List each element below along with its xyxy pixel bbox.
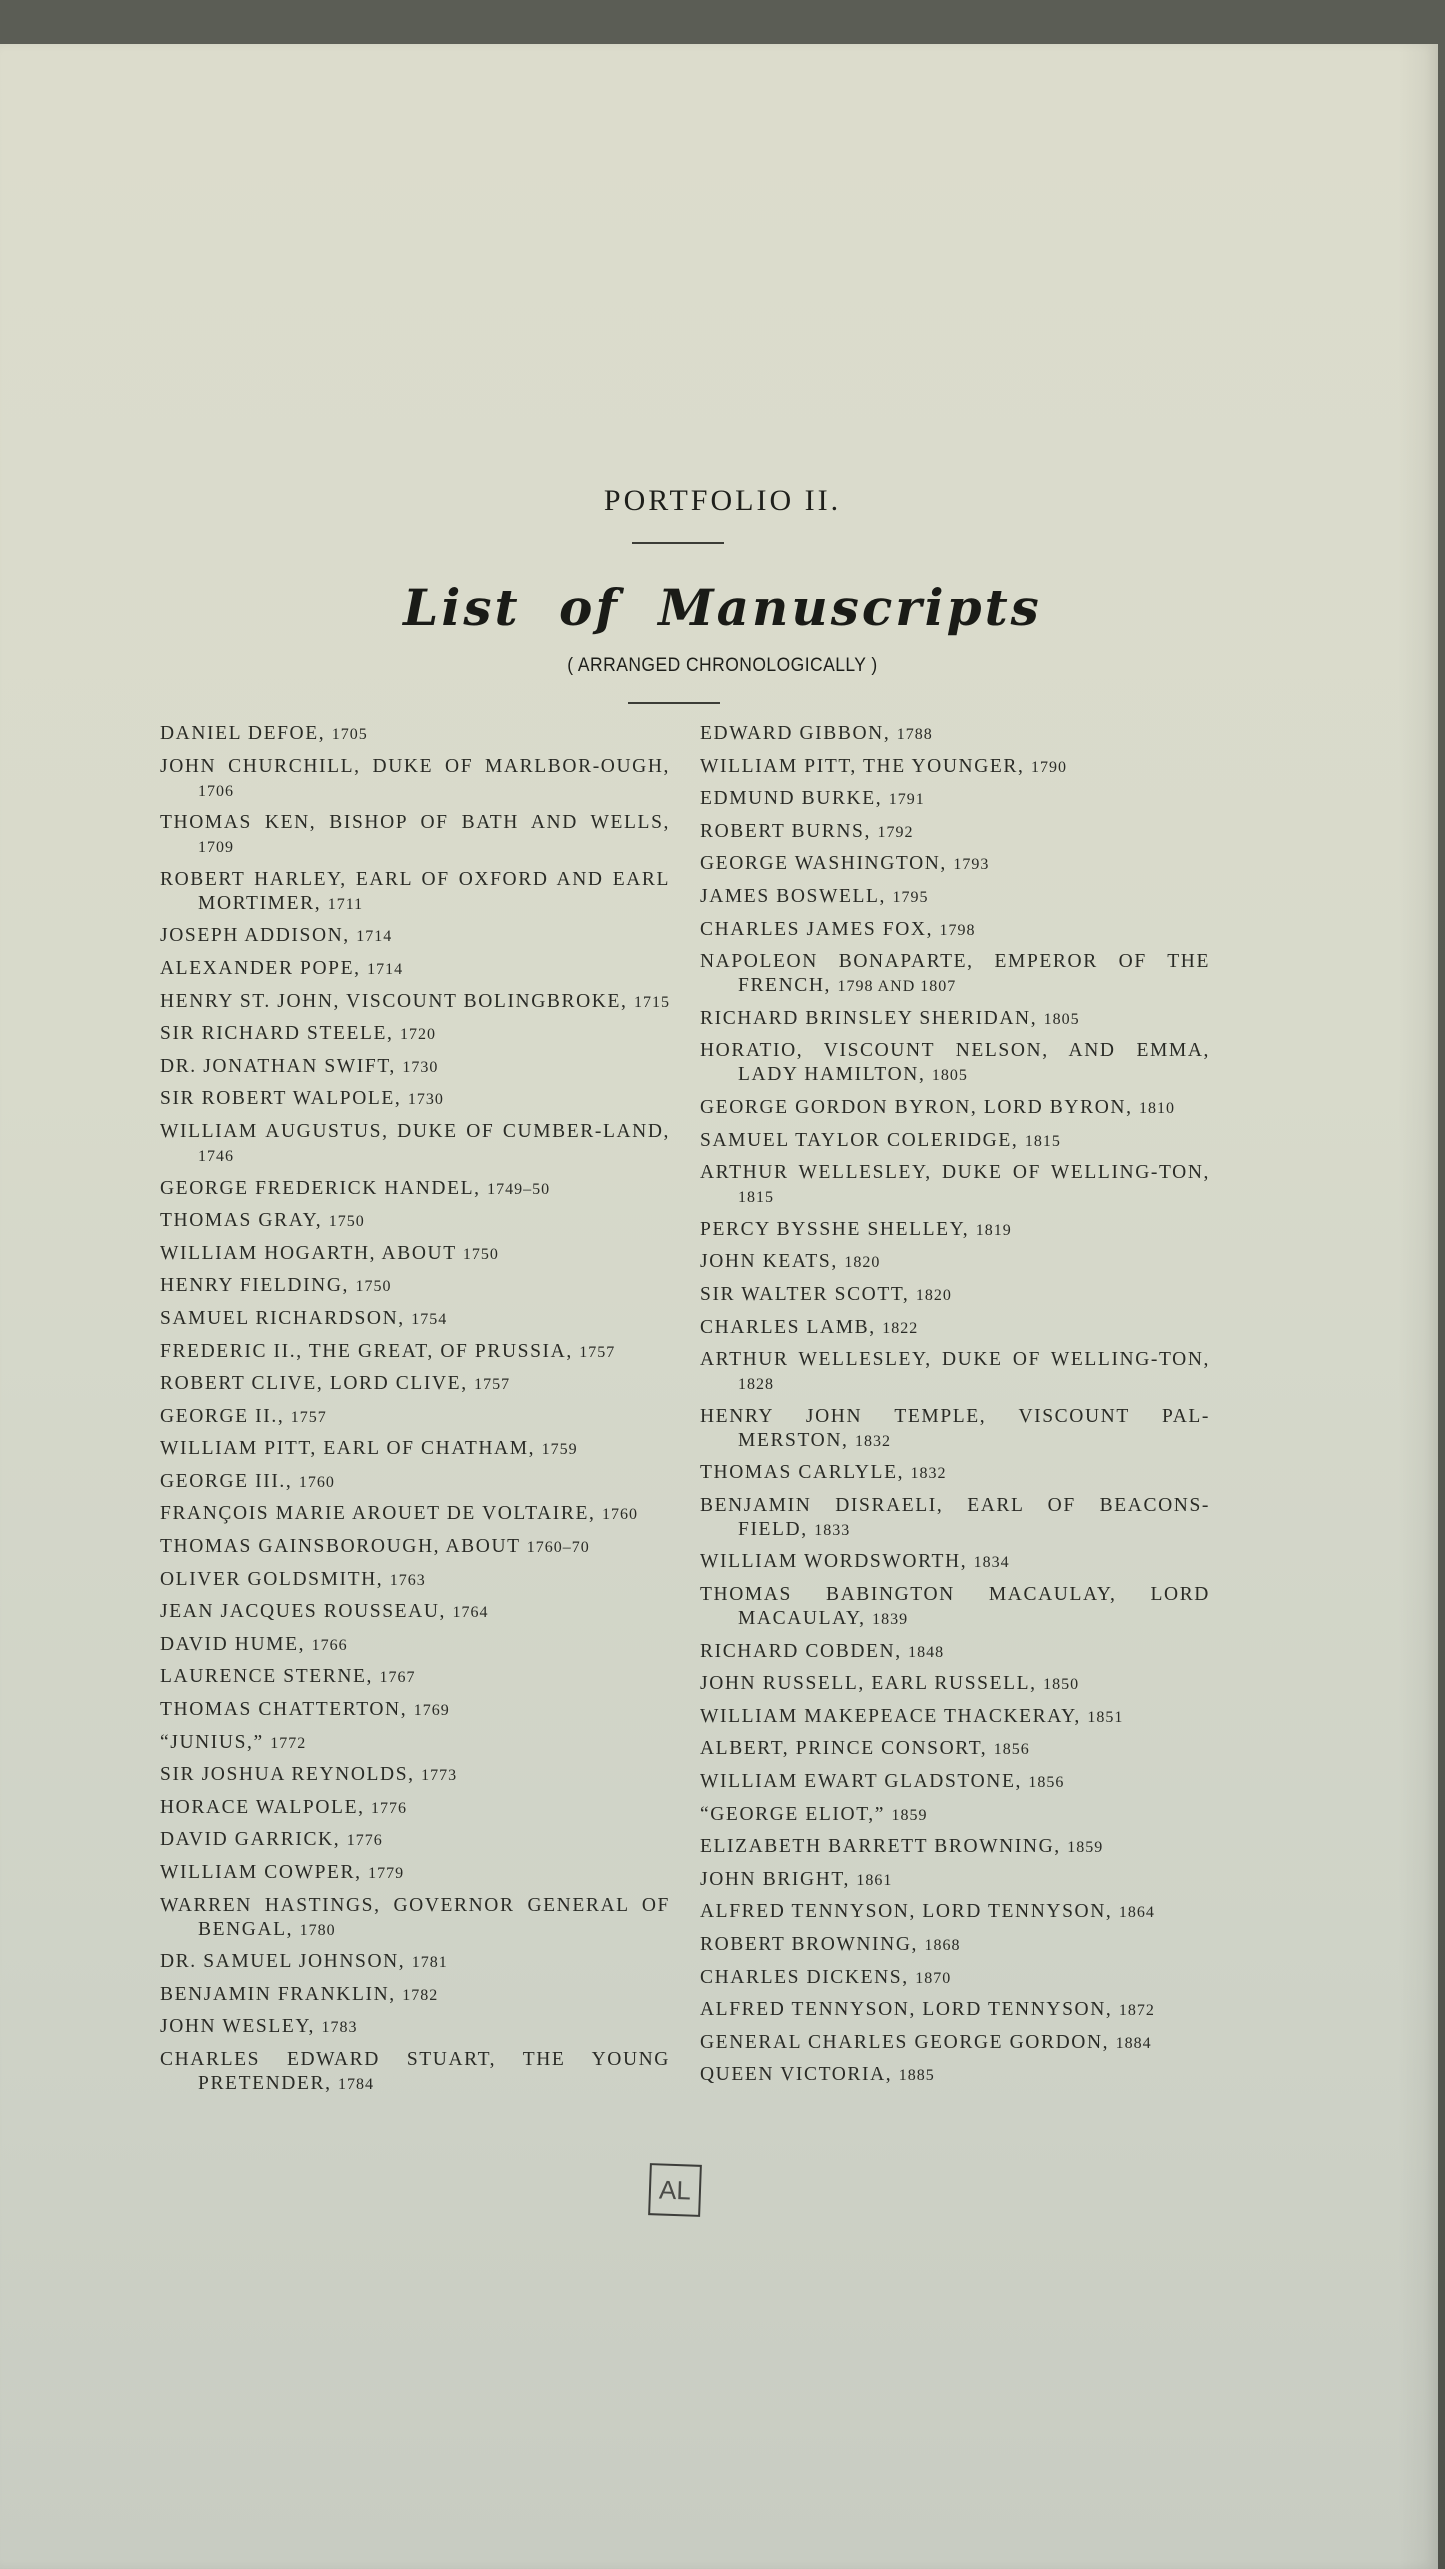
manuscript-year: 1750 [462, 1245, 499, 1263]
manuscript-year: 1792 [877, 823, 914, 841]
manuscript-author: WILLIAM PITT, EARL OF CHATHAM, [160, 1438, 536, 1460]
list-item [160, 1796, 670, 1821]
manuscript-year: 1757 [474, 1376, 511, 1394]
manuscript-author: ROBERT BURNS, [700, 820, 871, 842]
manuscript-year: 1730 [407, 1091, 444, 1109]
manuscript-author: SIR RICHARD STEELE, [160, 1023, 394, 1045]
manuscript-author: LAURENCE STERNE, [160, 1666, 374, 1688]
manuscript-author: CHARLES EDWARD STUART, THE YOUNG PRETENDER, [160, 2048, 670, 2094]
list-item [700, 885, 1210, 910]
manuscript-author: DANIEL DEFOE, [160, 723, 326, 744]
manuscript-year: 1788 [896, 726, 933, 743]
manuscript-author: SAMUEL RICHARDSON, [160, 1307, 405, 1329]
manuscript-year: 1772 [270, 1734, 307, 1752]
manuscript-list-right [700, 722, 1210, 2096]
list-item [700, 1405, 1210, 1454]
manuscript-author: SIR WALTER SCOTT, [700, 1283, 910, 1305]
manuscript-author: ROBERT HARLEY, EARL OF OXFORD AND EARL MORTIMER, [160, 868, 670, 914]
manuscript-year: 1819 [975, 1221, 1012, 1239]
manuscript-author: JOHN KEATS, [700, 1251, 838, 1273]
manuscript-year: 1870 [915, 1969, 952, 1987]
list-item [160, 1437, 670, 1462]
manuscript-year: 1791 [888, 791, 925, 809]
manuscript-year: 1850 [1043, 1676, 1080, 1694]
list-item [700, 1770, 1210, 1795]
manuscript-year: 1864 [1118, 1904, 1155, 1922]
list-item [160, 990, 670, 1015]
manuscript-year: 1759 [541, 1441, 578, 1459]
manuscript-year: 1760–70 [526, 1539, 590, 1557]
manuscript-year: 1793 [953, 856, 990, 874]
manuscript-author: ARTHUR WELLESLEY, DUKE OF WELLING-TON, [700, 1162, 1210, 1184]
manuscript-author: CHARLES JAMES FOX, [700, 918, 934, 940]
manuscript-author: JOHN RUSSELL, EARL RUSSELL, [700, 1673, 1037, 1695]
manuscript-year: 1805 [1043, 1010, 1080, 1028]
manuscript-author: ELIZABETH BARRETT BROWNING, [700, 1836, 1061, 1858]
list-item [700, 1900, 1210, 1925]
manuscript-author: RICHARD COBDEN, [700, 1640, 902, 1662]
list-item [160, 1022, 670, 1047]
manuscript-author: BENJAMIN DISRAELI, EARL OF BEACONS-FIELD, [700, 1494, 1210, 1540]
manuscript-year: 1859 [891, 1806, 928, 1824]
manuscript-author: RICHARD BRINSLEY SHERIDAN, [700, 1007, 1038, 1029]
list-item [160, 924, 670, 949]
manuscript-author: ALEXANDER POPE, [160, 957, 361, 979]
list-item [700, 820, 1210, 845]
manuscript-year: 1760 [298, 1473, 335, 1491]
list-item [700, 1461, 1210, 1486]
manuscript-author: ROBERT CLIVE, LORD CLIVE, [160, 1373, 468, 1395]
manuscript-year: 1861 [856, 1871, 893, 1889]
manuscript-year: 1766 [311, 1636, 348, 1654]
list-item [700, 1250, 1210, 1275]
divider-rule [632, 542, 724, 544]
list-item [160, 1894, 670, 1943]
list-item [700, 2063, 1210, 2088]
manuscript-year: 1754 [411, 1310, 448, 1328]
manuscript-author: JOHN WESLEY, [160, 2016, 315, 2038]
manuscript-author: WARREN HASTINGS, GOVERNOR GENERAL OF BENGAL, [160, 1894, 670, 1940]
list-item [700, 1737, 1210, 1762]
manuscript-year: 1810 [1139, 1099, 1176, 1117]
list-item [160, 755, 670, 804]
list-item [700, 2031, 1210, 2056]
manuscript-year: 1711 [327, 895, 364, 913]
manuscript-author: GEORGE GORDON BYRON, LORD BYRON, [700, 1096, 1133, 1118]
list-item [700, 1868, 1210, 1893]
list-item [700, 787, 1210, 812]
page-title: List of Manuscripts [403, 578, 1042, 637]
manuscript-author: PERCY BYSSHE SHELLEY, [700, 1218, 970, 1240]
list-item [160, 1242, 670, 1267]
list-item [160, 1828, 670, 1853]
manuscript-author: WILLIAM COWPER, [160, 1862, 362, 1883]
manuscript-year: 1769 [413, 1702, 450, 1720]
manuscript-author: WILLIAM MAKEPEACE THACKERAY, [700, 1705, 1081, 1727]
manuscript-author: GEORGE III., [160, 1470, 293, 1492]
manuscript-year: 1872 [1118, 2002, 1155, 2020]
manuscript-year: 1856 [993, 1741, 1030, 1759]
manuscript-author: DAVID GARRICK, [160, 1829, 341, 1851]
manuscript-year: 1757 [290, 1408, 327, 1426]
list-item [160, 1665, 670, 1690]
list-item [700, 1672, 1210, 1697]
manuscript-year: 1834 [973, 1554, 1010, 1572]
list-item [700, 1966, 1210, 1991]
manuscript-year: 1820 [844, 1254, 881, 1272]
manuscript-author: HENRY JOHN TEMPLE, VISCOUNT PAL-MERSTON, [700, 1405, 1210, 1451]
manuscript-year: 1709 [198, 839, 234, 857]
manuscript-author: ROBERT BROWNING, [700, 1934, 918, 1955]
manuscript-author: DR. JONATHAN SWIFT, [160, 1055, 396, 1077]
manuscript-year: 1839 [872, 1611, 909, 1629]
manuscript-year: 1868 [924, 1937, 961, 1954]
list-item [160, 1470, 670, 1495]
list-item [160, 1983, 670, 2008]
list-item [160, 1861, 670, 1886]
manuscript-author: OLIVER GOLDSMITH, [160, 1568, 384, 1590]
list-item [160, 2048, 670, 2097]
list-item [700, 1835, 1210, 1860]
manuscript-author: THOMAS KEN, BISHOP OF BATH AND WELLS, [160, 812, 670, 834]
manuscript-author: EDWARD GIBBON, [700, 723, 891, 744]
manuscript-author: THOMAS GAINSBOROUGH, ABOUT [160, 1536, 521, 1558]
manuscript-year: 1714 [367, 960, 404, 978]
list-item [160, 1502, 670, 1527]
list-item [160, 1633, 670, 1658]
manuscript-year: 1851 [1087, 1708, 1124, 1726]
manuscript-year: 1822 [882, 1319, 919, 1337]
manuscript-year: 1805 [931, 1067, 968, 1085]
manuscript-year: 1832 [910, 1465, 947, 1483]
manuscript-author: WILLIAM AUGUSTUS, DUKE OF CUMBER-LAND, [160, 1120, 670, 1142]
list-item [160, 1698, 670, 1723]
manuscript-author: ALFRED TENNYSON, LORD TENNYSON, [700, 1999, 1113, 2021]
list-item [700, 1039, 1210, 1088]
manuscript-year: 1773 [421, 1767, 458, 1785]
manuscript-author: GEORGE WASHINGTON, [700, 853, 947, 875]
manuscript-author: HENRY ST. JOHN, VISCOUNT BOLINGBROKE, [160, 990, 628, 1012]
list-item [700, 1998, 1210, 2023]
manuscript-year: 1828 [738, 1376, 774, 1394]
list-item [160, 1950, 670, 1975]
list-item [160, 1209, 670, 1234]
manuscript-author: JOSEPH ADDISON, [160, 925, 350, 947]
manuscript-year: 1780 [299, 1921, 336, 1939]
list-item [700, 1316, 1210, 1341]
manuscript-year: 1833 [814, 1521, 851, 1539]
manuscript-author: WILLIAM EWART GLADSTONE, [700, 1771, 1022, 1793]
manuscript-author: WILLIAM PITT, THE YOUNGER, [700, 755, 1025, 777]
manuscript-author: WILLIAM WORDSWORTH, [700, 1551, 968, 1573]
manuscript-list-left [160, 722, 670, 2105]
manuscript-year: 1776 [371, 1799, 408, 1817]
manuscript-author: JOHN BRIGHT, [700, 1868, 850, 1890]
manuscript-author: WILLIAM HOGARTH, ABOUT [160, 1242, 457, 1264]
manuscript-year: 1884 [1115, 2034, 1152, 2052]
list-item [700, 1494, 1210, 1543]
manuscript-author: CHARLES LAMB, [700, 1316, 876, 1338]
manuscript-year: 1783 [321, 2019, 358, 2037]
manuscript-author: SIR ROBERT WALPOLE, [160, 1088, 402, 1110]
manuscript-author: THOMAS CHATTERTON, [160, 1699, 408, 1721]
list-item [700, 1283, 1210, 1308]
list-item [700, 1129, 1210, 1154]
manuscript-author: SIR JOSHUA REYNOLDS, [160, 1764, 415, 1786]
manuscript-author: HORACE WALPOLE, [160, 1796, 365, 1818]
manuscript-year: 1715 [633, 993, 670, 1011]
list-item [700, 950, 1210, 999]
list-item [160, 1274, 670, 1299]
manuscript-author: DR. SAMUEL JOHNSON, [160, 1951, 406, 1973]
list-item [700, 722, 1210, 747]
manuscript-author: ALFRED TENNYSON, LORD TENNYSON, [700, 1901, 1113, 1923]
list-item [160, 1307, 670, 1332]
manuscript-author: GEORGE II., [160, 1405, 285, 1427]
manuscript-year: 1749–50 [487, 1180, 551, 1198]
manuscript-year: 1767 [379, 1669, 416, 1687]
manuscript-year: 1760 [601, 1506, 638, 1524]
list-item [160, 1731, 670, 1756]
manuscript-author: HENRY FIELDING, [160, 1275, 350, 1297]
list-item [160, 1568, 670, 1593]
list-item [160, 811, 670, 860]
manuscript-year: 1781 [411, 1954, 448, 1972]
manuscript-year: 1730 [402, 1058, 439, 1076]
list-item [700, 1218, 1210, 1243]
list-item [700, 755, 1210, 780]
manuscript-year: 1714 [356, 928, 393, 946]
list-item [160, 1055, 670, 1080]
stamp-text: AL [658, 2173, 692, 2206]
manuscript-year: 1848 [908, 1643, 945, 1661]
manuscript-author: HORATIO, VISCOUNT NELSON, AND EMMA, LADY HAMILTON, [700, 1040, 1210, 1086]
manuscript-author: GENERAL CHARLES GEORGE GORDON, [700, 2031, 1110, 2053]
manuscript-author: EDMUND BURKE, [700, 788, 883, 810]
list-item [700, 852, 1210, 877]
list-item [160, 1372, 670, 1397]
manuscript-year: 1706 [198, 782, 234, 800]
manuscript-year: 1750 [328, 1213, 365, 1231]
portfolio-heading: PORTFOLIO II. [603, 484, 842, 517]
manuscript-year: 1779 [368, 1865, 405, 1882]
manuscript-year: 1757 [579, 1343, 616, 1361]
manuscript-year: 1790 [1030, 758, 1067, 776]
manuscript-author: THOMAS GRAY, [160, 1210, 323, 1232]
manuscript-author: BENJAMIN FRANKLIN, [160, 1983, 396, 2005]
list-item [160, 1600, 670, 1625]
manuscript-author: “JUNIUS,” [160, 1731, 264, 1753]
manuscript-year: 1798 AND 1807 [837, 978, 957, 996]
manuscript-author: JOHN CHURCHILL, DUKE OF MARLBOR-OUGH, [160, 755, 670, 777]
manuscript-year: 1782 [402, 1986, 439, 2004]
manuscript-year: 1795 [892, 888, 929, 906]
list-item [700, 1161, 1210, 1210]
manuscript-year: 1815 [1024, 1132, 1061, 1150]
manuscript-author: THOMAS BABINGTON MACAULAY, LORD MACAULAY, [700, 1584, 1210, 1630]
manuscript-author: FRANÇOIS MARIE AROUET DE VOLTAIRE, [160, 1503, 596, 1525]
list-item [160, 1120, 670, 1169]
list-item [160, 1340, 670, 1365]
manuscript-year: 1815 [738, 1189, 774, 1207]
list-item [700, 1803, 1210, 1828]
list-item [160, 722, 670, 747]
list-item [700, 1705, 1210, 1730]
manuscript-year: 1885 [898, 2067, 935, 2085]
manuscript-year: 1776 [346, 1832, 383, 1850]
manuscript-year: 1705 [331, 726, 368, 743]
manuscript-author: “GEORGE ELIOT,” [700, 1803, 885, 1825]
manuscript-year: 1798 [939, 921, 976, 939]
manuscript-year: 1820 [915, 1286, 952, 1304]
manuscript-year: 1784 [338, 2075, 375, 2093]
library-stamp [648, 2163, 702, 2217]
list-item [160, 868, 670, 917]
manuscript-author: QUEEN VICTORIA, [700, 2064, 893, 2086]
list-item [160, 1405, 670, 1430]
list-item [160, 2015, 670, 2040]
manuscript-author: ARTHUR WELLESLEY, DUKE OF WELLING-TON, [700, 1349, 1210, 1371]
manuscript-author: SAMUEL TAYLOR COLERIDGE, [700, 1129, 1019, 1151]
list-item [700, 1096, 1210, 1121]
manuscript-author: FREDERIC II., THE GREAT, OF PRUSSIA, [160, 1340, 573, 1362]
list-item [700, 1550, 1210, 1575]
manuscript-author: THOMAS CARLYLE, [700, 1462, 905, 1484]
manuscript-year: 1859 [1067, 1839, 1104, 1857]
list-item [160, 1177, 670, 1202]
list-item [160, 1763, 670, 1788]
manuscript-author: JAMES BOSWELL, [700, 885, 886, 907]
manuscript-year: 1832 [854, 1432, 891, 1450]
manuscript-year: 1720 [400, 1026, 437, 1044]
divider-rule [628, 702, 720, 704]
manuscript-year: 1750 [355, 1278, 392, 1296]
list-item [160, 1535, 670, 1560]
manuscript-author: DAVID HUME, [160, 1633, 306, 1655]
manuscript-year: 1764 [452, 1604, 489, 1622]
manuscript-author: CHARLES DICKENS, [700, 1966, 909, 1988]
list-item [700, 918, 1210, 943]
manuscript-author: NAPOLEON BONAPARTE, EMPEROR OF THE FRENCH, [700, 951, 1210, 997]
manuscript-year: 1746 [198, 1147, 234, 1165]
list-item [700, 1007, 1210, 1032]
manuscript-author: JEAN JACQUES ROUSSEAU, [160, 1601, 447, 1623]
list-item [160, 1087, 670, 1112]
list-item [700, 1583, 1210, 1632]
manuscript-year: 1763 [389, 1571, 426, 1589]
manuscript-author: GEORGE FREDERICK HANDEL, [160, 1177, 481, 1199]
manuscript-year: 1856 [1028, 1774, 1065, 1792]
list-item [700, 1348, 1210, 1397]
list-item [700, 1933, 1210, 1958]
manuscript-author: ALBERT, PRINCE CONSORT, [700, 1738, 988, 1760]
list-item [700, 1640, 1210, 1665]
page-subtitle: ( ARRANGED CHRONOLOGICALLY ) [567, 655, 878, 676]
list-item [160, 957, 670, 982]
